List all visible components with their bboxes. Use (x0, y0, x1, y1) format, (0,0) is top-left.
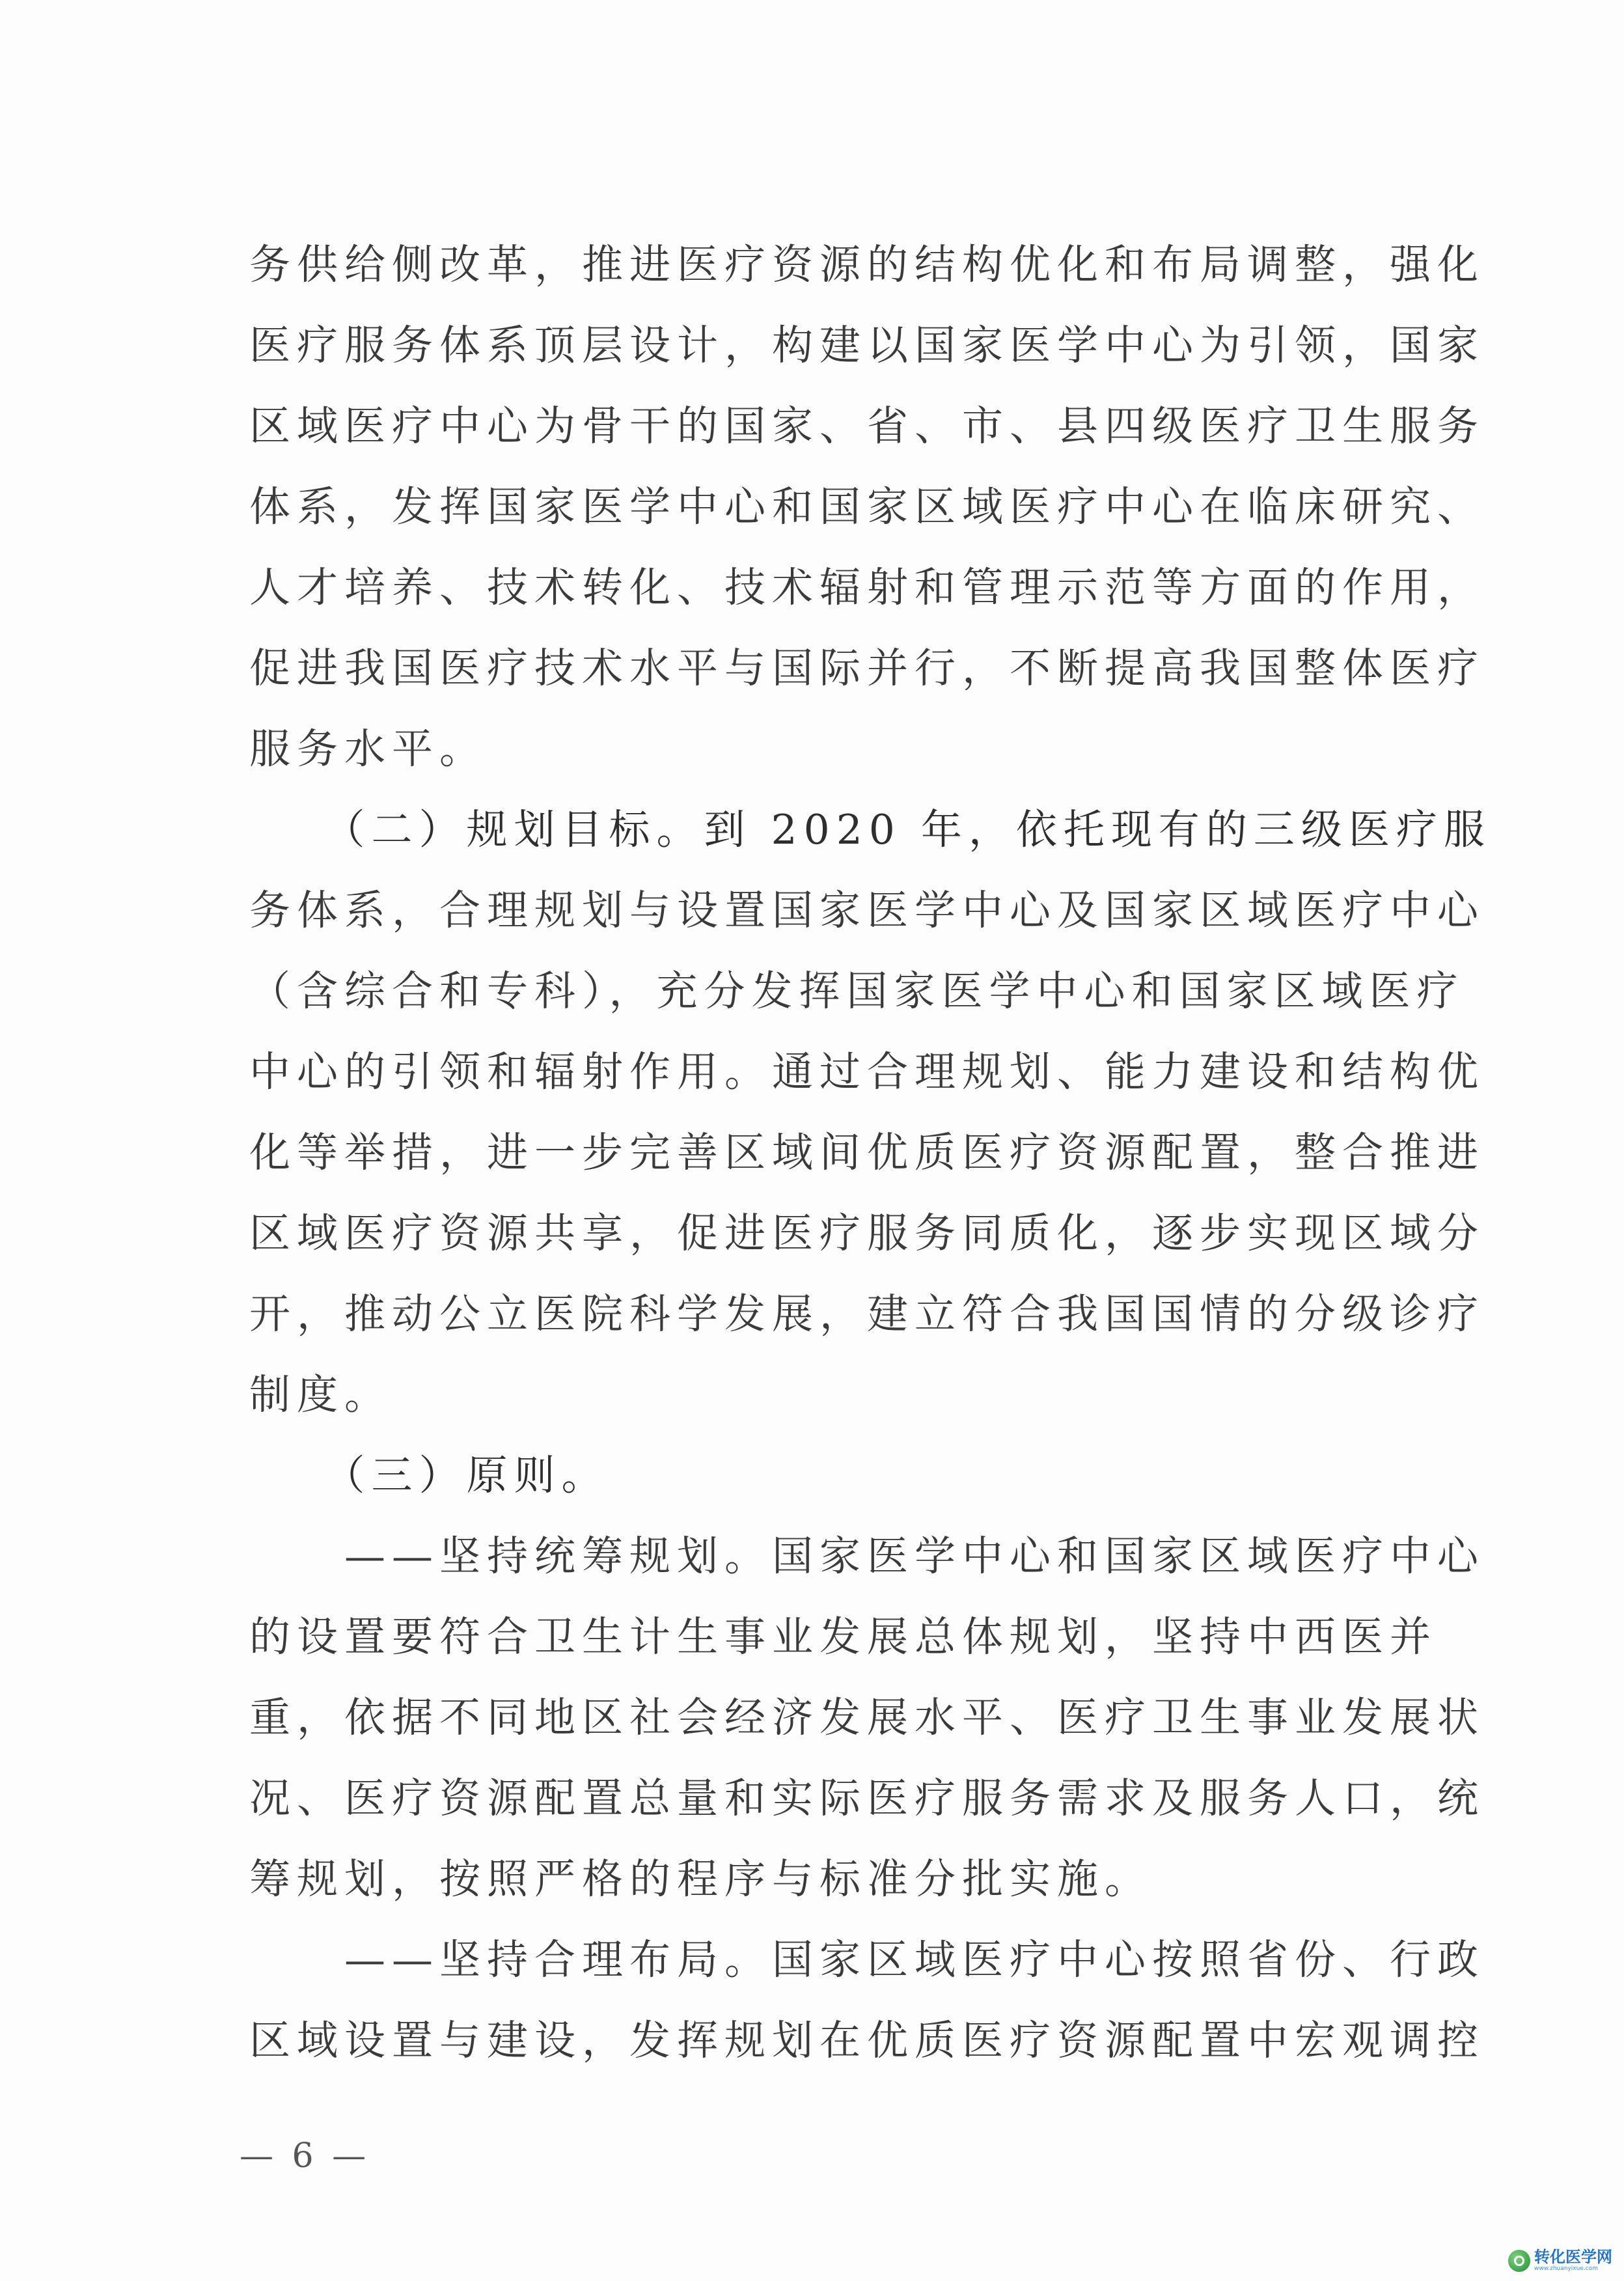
text-line: 的设置要符合卫生计生事业发展总体规划，坚持中西医并 (249, 1613, 1437, 1661)
text-line: 化等举措，进一步完善区域间优质医疗资源配置，整合推进 (249, 1129, 1485, 1176)
text-line: 服务水平。 (249, 725, 487, 773)
text-line: 区域医疗资源共享，促进医疗服务同质化，逐步实现区域分 (249, 1210, 1485, 1257)
text-line: 开，推动公立医院科学发展，建立符合我国国情的分级诊疗 (249, 1290, 1485, 1338)
text-line: 体系，发挥国家医学中心和国家区域医疗中心在临床研究、 (249, 483, 1485, 531)
section-heading-principles: （三）原则。 (249, 1452, 609, 1499)
text-line: （含综合和专科），充分发挥国家医学中心和国家区域医疗 (249, 967, 1465, 1015)
watermark-text (1534, 2249, 1612, 2272)
text-line: 筹规划，按照严格的程序与标准分批实施。 (249, 1855, 1152, 1903)
text-line: 区域设置与建设，发挥规划在优质医疗资源配置中宏观调控 (249, 2017, 1485, 2064)
text-line: 医疗服务体系顶层设计，构建以国家医学中心为引领，国家 (249, 322, 1485, 369)
text-line: 务体系，合理规划与设置国家医学中心及国家区域医疗中心 (249, 887, 1485, 934)
body-text (249, 225, 1491, 2081)
page-number: — 6 — (240, 2136, 370, 2176)
text-line: ——坚持统筹规划。国家医学中心和国家区域医疗中心 (249, 1532, 1485, 1580)
text-line: 重，依据不同地区社会经济发展水平、医疗卫生事业发展状 (249, 1694, 1485, 1741)
text-line: 制度。 (249, 1371, 392, 1418)
text-line: 区域医疗中心为骨干的国家、省、市、县四级医疗卫生服务 (249, 402, 1485, 450)
watermark (1508, 2249, 1612, 2272)
text-line: ——坚持合理布局。国家区域医疗中心按照省份、行政 (249, 1936, 1485, 1984)
text-line: 促进我国医疗技术水平与国际并行，不断提高我国整体医疗 (249, 644, 1485, 692)
watermark-title: 转化医学网 (1534, 2248, 1612, 2266)
text-line: 人才培养、技术转化、技术辐射和管理示范等方面的作用， (249, 564, 1485, 611)
watermark-subtitle: www.zhuanyixue.com (1534, 2265, 1598, 2272)
text-line: 务供给侧改革，推进医疗资源的结构优化和布局调整，强化 (249, 241, 1485, 288)
text-line: 中心的引领和辐射作用。通过合理规划、能力建设和结构优 (249, 1048, 1485, 1096)
site-logo-icon (1508, 2250, 1530, 2272)
text-line: 况、医疗资源配置总量和实际医疗服务需求及服务人口，统 (249, 1775, 1485, 1822)
section-heading-planning-goals: （二）规划目标。到 2020 年，依托现有的三级医疗服 (249, 806, 1491, 853)
